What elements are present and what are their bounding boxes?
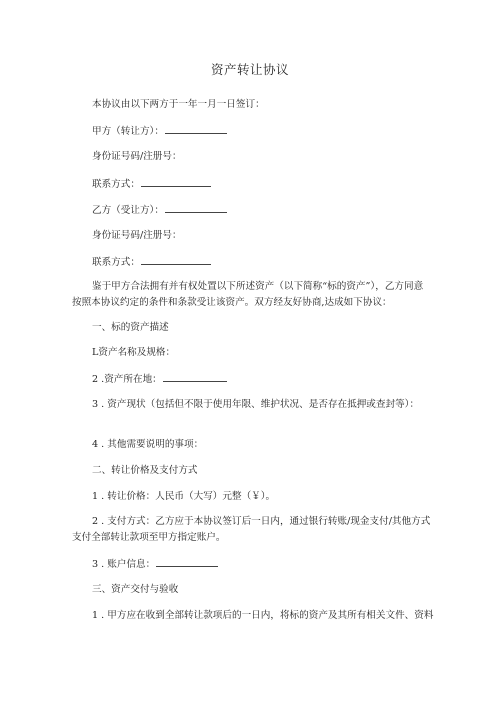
section-1-item-3: 3 . 资产现状（包括但不限于使用年限、维护状况、是否存在抵押或查封等）： <box>92 399 420 410</box>
section-2-heading: 二、转让价格及支付方式 <box>92 465 198 476</box>
section-3-heading: 三、资产交付与验收 <box>92 584 179 595</box>
section-2-item-2-line-2: 支付全部转让款项至甲方指定账户。 <box>72 532 226 543</box>
intro-line: 本协议由以下两方于一年一月一日签订： <box>92 99 265 110</box>
party-a-line <box>92 124 227 138</box>
section-1-item-1: L资产名称及规格： <box>92 347 176 358</box>
party-b-blank <box>165 203 227 213</box>
section-2-item-1: 1 . 转让价格：人民币（大写）元整（￥）。 <box>92 491 276 502</box>
party-b-contact-blank <box>141 255 211 265</box>
account-info-blank <box>156 557 218 567</box>
party-b-id-line: 身份证号码/注册号： <box>92 230 182 241</box>
party-a-contact-label: 联系方式： <box>92 179 140 190</box>
party-a-contact-line <box>92 177 211 191</box>
party-b-contact-line <box>92 255 211 269</box>
party-b-line <box>92 203 227 217</box>
document-title: 资产转让协议 <box>210 62 289 77</box>
section-3-item-1: 1 . 甲方应在收到全部转让款项后的一日内，将标的资产及其所有相关文件、资料 <box>92 610 434 621</box>
party-a-blank <box>165 124 227 134</box>
section-1-item-2 <box>92 372 227 386</box>
section-1-item-4: 4 . 其他需要说明的事项： <box>92 439 204 450</box>
section-1-heading: 一、标的资产描述 <box>92 322 169 333</box>
preamble-line-1: 鉴于甲方合法拥有并有权处置以下所述资产（以下简称“标的资产”），乙方同意 <box>92 281 424 292</box>
party-a-label: 甲方（转让方）： <box>92 126 164 137</box>
section-1-item-2-label: 2 .资产所在地： <box>92 374 162 385</box>
preamble-line-2: 按照本协议约定的条件和条款受让该资产。双方经友好协商,达成如下协议： <box>72 297 392 308</box>
section-2-item-3-label: 3 . 账户信息： <box>92 559 156 570</box>
party-b-label: 乙方（受让方）： <box>92 205 164 216</box>
party-a-id-line: 身份证号码/注册号： <box>92 151 182 162</box>
section-2-item-3 <box>92 557 218 571</box>
party-a-contact-blank <box>141 177 211 187</box>
section-2-item-2-line-1: 2 . 支付方式：乙方应于本协议签订后一日内，通过银行转账/现金支付/其他方式 <box>92 516 431 527</box>
asset-location-blank <box>163 372 227 382</box>
party-b-contact-label: 联系方式： <box>92 257 140 268</box>
